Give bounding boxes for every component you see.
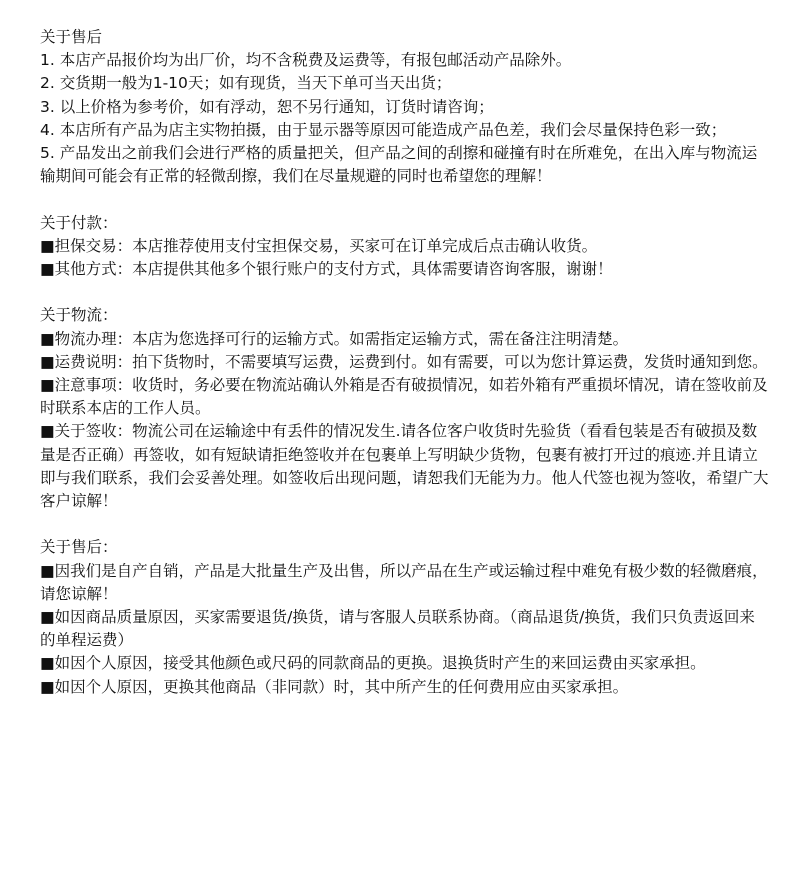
section-after-sales-general — [40, 26, 770, 188]
policy-item: 2. 交货期一般为1-10天；如有现货，当天下单可当天出货； — [40, 74, 452, 93]
policy-item: ■其他方式：本店提供其他多个银行账户的支付方式，具体需要请咨询客服，谢谢！ — [40, 260, 613, 279]
policy-item: ■担保交易：本店推荐使用支付宝担保交易，买家可在订单完成后点击确认收货。 — [40, 236, 598, 255]
policy-item: 3. 以上价格为参考价，如有浮动，恕不另行通知，订货时请咨询； — [40, 97, 494, 116]
section-spacer — [40, 188, 770, 211]
policy-item: ■关于签收：物流公司在运输途中有丢件的情况发生.请各位客户收货时先验货（看看包装是否有破损及数量是否正确）再签收，如有短缺请拒绝签收并在包裹单上写明缺少货物，包裹有被打开过的痕迹.并且请立即与我们联系，我们会妥善处理。如签收后出现问题，请恕我们无能为力。他人代签也视为签收，希望广大客户谅解！ — [40, 422, 769, 511]
section-payment — [40, 212, 770, 282]
section-heading: 关于付款： — [40, 213, 118, 232]
section-logistics — [40, 304, 770, 513]
policy-item: ■物流办理：本店为您选择可行的运输方式。如需指定运输方式，需在备注注明清楚。 — [40, 329, 629, 348]
policy-item: ■因我们是自产自销，产品是大批量生产及出售，所以产品在生产或运输过程中难免有极少数的轻微磨痕，请您谅解！ — [40, 561, 768, 603]
policy-item: 4. 本店所有产品为店主实物拍摄，由于显示器等原因可能造成产品色差，我们会尽量保持色彩一致； — [40, 120, 727, 139]
policy-item: 1. 本店产品报价均为出厂价，均不含税费及运费等，有报包邮活动产品除外。 — [40, 51, 572, 70]
section-spacer — [40, 281, 770, 304]
section-heading: 关于物流： — [40, 306, 118, 325]
section-after-sales-returns — [40, 536, 770, 698]
policy-item: ■注意事项：收货时，务必要在物流站确认外箱是否有破损情况，如若外箱有严重损坏情况，请在签收前及时联系本店的工作人员。 — [40, 376, 768, 418]
section-heading: 关于售后： — [40, 538, 118, 557]
policy-item: ■运费说明：拍下货物时，不需要填写运费，运费到付。如有需要，可以为您计算运费，发货时通知到您。 — [40, 352, 768, 371]
section-heading: 关于售后 — [40, 28, 103, 46]
section-spacer — [40, 513, 770, 536]
policy-item: 5. 产品发出之前我们会进行严格的质量把关，但产品之间的刮擦和碰撞有时在所难免，在出入库与物流运输期间可能会有正常的轻微刮擦，我们在尽量规避的同时也希望您的理解！ — [40, 144, 758, 186]
policy-item: ■如因个人原因，接受其他颜色或尺码的同款商品的更换。退换货时产生的来回运费由买家承担。 — [40, 654, 706, 673]
policy-item: ■如因商品质量原因，买家需要退货/换货，请与客服人员联系协商。（商品退货/换货，我们只负责返回来的单程运费） — [40, 608, 755, 650]
policy-item: ■如因个人原因，更换其他商品（非同款）时，其中所产生的任何费用应由买家承担。 — [40, 677, 629, 696]
